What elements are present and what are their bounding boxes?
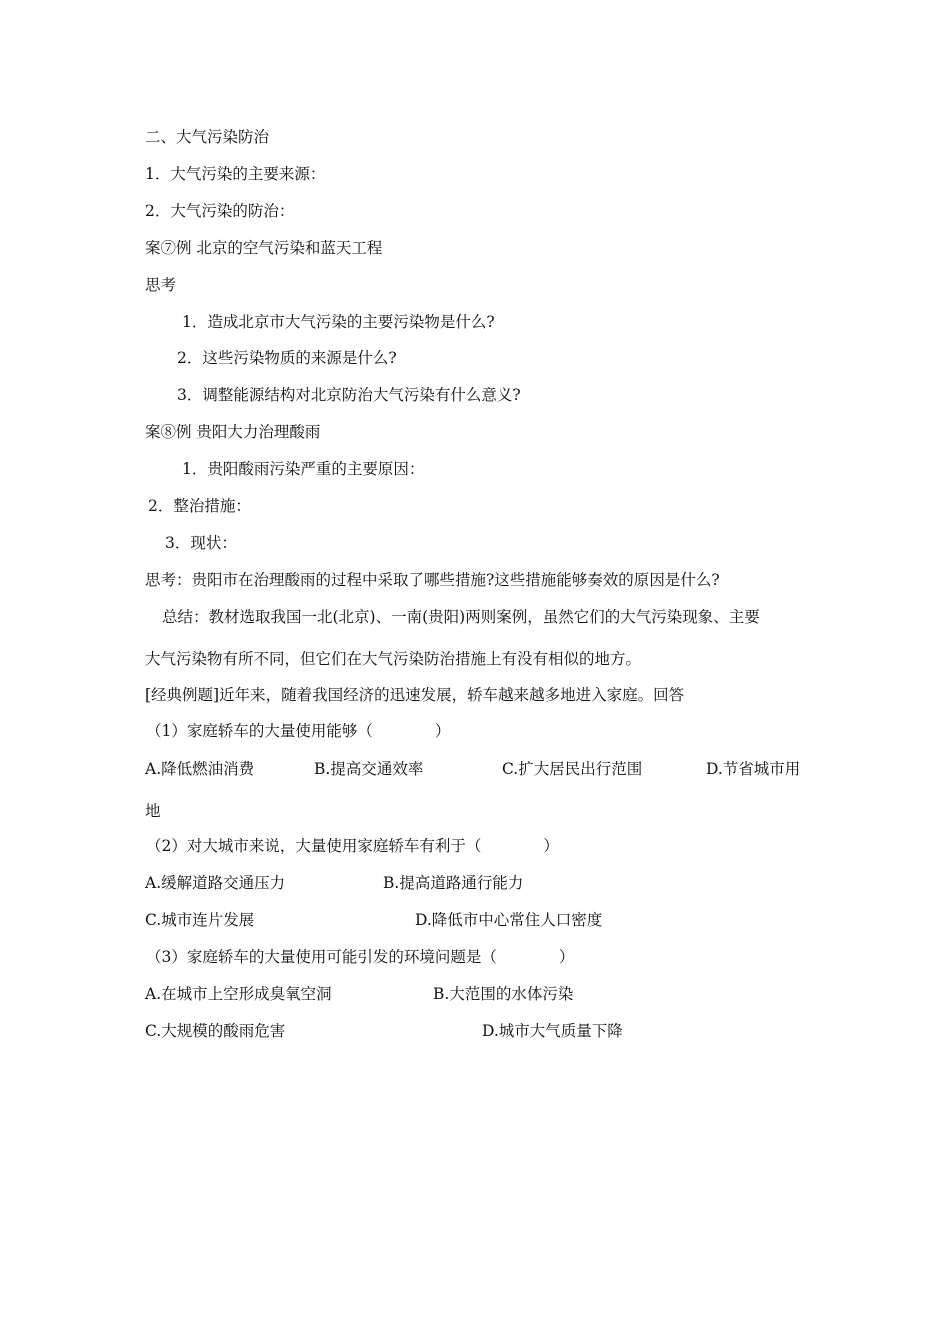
- case8-point-2: 2．整治措施：: [148, 497, 251, 515]
- question-1-option-d: D.节省城市用: [706, 760, 801, 778]
- case7-question-3: 3．调整能源结构对北京防治大气污染有什么意义?: [177, 386, 521, 404]
- question-3-option-d: D.城市大气质量下降: [482, 1022, 623, 1040]
- case7-title: 案⑦例 北京的空气污染和蓝天工程: [145, 239, 383, 257]
- question-2-option-b: B.提高道路通行能力: [383, 874, 524, 892]
- example-intro: [经典例题]近年来，随着我国经济的迅速发展，轿车越来越多地进入家庭。回答: [145, 686, 685, 704]
- question-1-option-d-wrap: 地: [145, 802, 161, 820]
- question-2-option-d: D.降低市中心常住人口密度: [415, 911, 603, 929]
- question-2-option-a: A.缓解道路交通压力: [145, 874, 286, 892]
- item-pollution-control: 2．大气污染的防治：: [145, 202, 295, 220]
- summary-line-2: 大气污染物有所不同，但它们在大气污染防治措施上有没有相似的地方。: [145, 650, 642, 668]
- item-pollution-source: 1．大气污染的主要来源：: [145, 165, 326, 183]
- question-3-stem: （3）家庭轿车的大量使用可能引发的环境问题是（ ）: [146, 948, 575, 966]
- question-1-option-a: A.降低燃油消费: [145, 760, 255, 778]
- question-2-option-c: C.城市连片发展: [145, 911, 255, 929]
- question-3-option-b: B.大范围的水体污染: [433, 985, 574, 1003]
- case8-point-3: 3．现状：: [165, 534, 237, 552]
- question-1-option-c: C.扩大居民出行范围: [502, 760, 643, 778]
- question-3-option-a: A.在城市上空形成臭氧空洞: [145, 985, 332, 1003]
- case7-think-label: 思考: [145, 276, 177, 294]
- case7-question-1: 1．造成北京市大气污染的主要污染物是什么?: [182, 313, 495, 331]
- case8-title: 案⑧例 贵阳大力治理酸雨: [145, 423, 321, 441]
- question-3-option-c: C.大规模的酸雨危害: [145, 1022, 286, 1040]
- section-title: 二、大气污染防治: [145, 128, 270, 146]
- case8-think: 思考：贵阳市在治理酸雨的过程中采取了哪些措施?这些措施能够奏效的原因是什么?: [145, 571, 720, 589]
- question-1-stem: （1）家庭轿车的大量使用能够（ ）: [146, 722, 451, 740]
- question-2-stem: （2）对大城市来说，大量使用家庭轿车有利于（ ）: [146, 837, 559, 855]
- case8-point-1: 1．贵阳酸雨污染严重的主要原因：: [182, 460, 425, 478]
- summary-line-1: 总结：教材选取我国一北(北京)、一南(贵阳)两则案例，虽然它们的大气污染现象、主要: [162, 608, 760, 626]
- case7-question-2: 2．这些污染物质的来源是什么?: [177, 349, 397, 367]
- question-1-option-b: B.提高交通效率: [314, 760, 424, 778]
